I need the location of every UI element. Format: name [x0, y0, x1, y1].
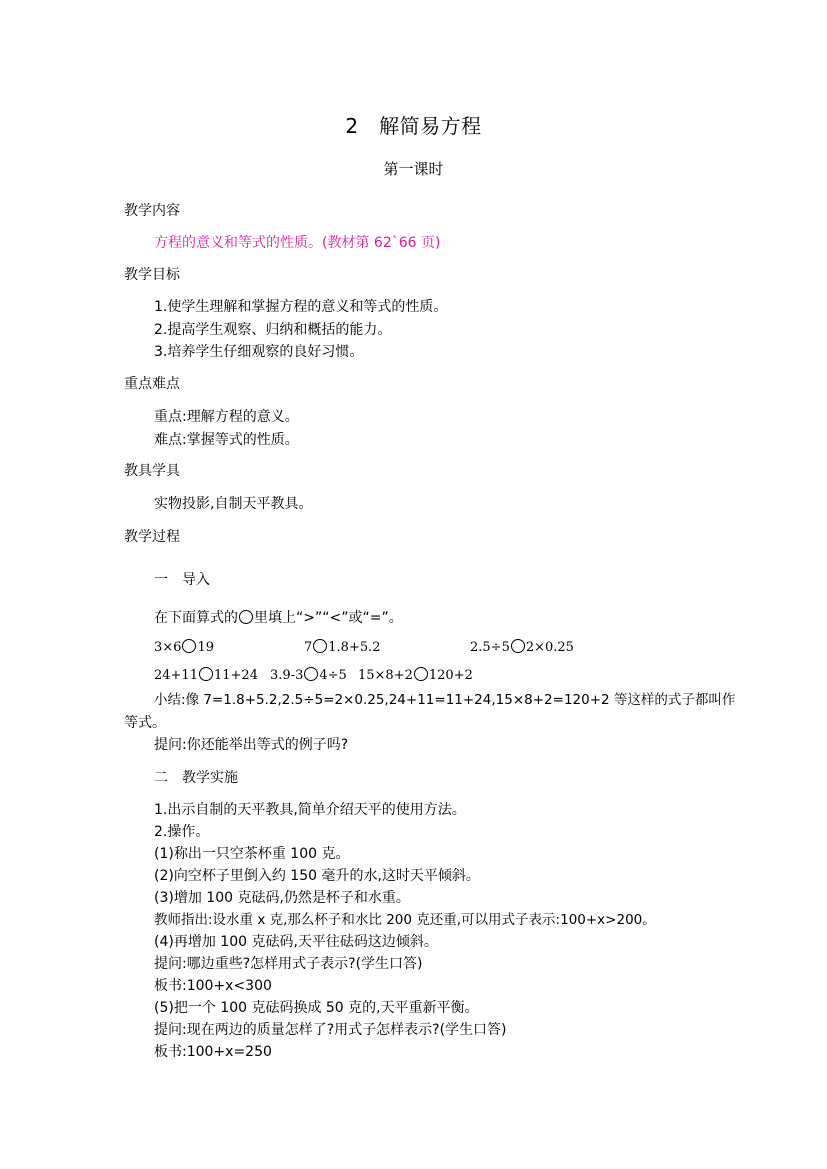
- page-title: 2 解简易方程: [345, 114, 482, 138]
- blank-circle: [239, 610, 253, 624]
- goal-item: 1.使学生理解和掌握方程的意义和等式的性质。: [154, 299, 448, 315]
- process-item: 提问:现在两边的质量怎样了?用式子怎样表示?(学生口答): [154, 1022, 507, 1038]
- section-heading-goals: 教学目标: [124, 267, 180, 283]
- comparison-instruction: [154, 608, 403, 628]
- instruction-text-a: 在下面算式的: [154, 610, 238, 626]
- expr-right: 1.8+5.2: [328, 640, 381, 655]
- comparison-expr: [358, 667, 473, 683]
- comparison-expr: [154, 639, 214, 655]
- expr-left: 24+11: [154, 668, 198, 683]
- comparison-expr: [304, 639, 381, 655]
- content-text: 方程的意义和等式的性质。(教材第 62`66 页): [154, 235, 441, 251]
- process-item: 板书:100+x=250: [154, 1044, 272, 1060]
- part2-heading: 二 教学实施: [154, 770, 238, 786]
- part1-heading: 一 导入: [154, 572, 210, 588]
- goal-item: 2.提高学生观察、归纳和概括的能力。: [154, 322, 392, 338]
- expr-right: 120+2: [428, 668, 473, 683]
- blank-circle: [182, 639, 196, 653]
- process-item: (2)向空杯子里倒入约 150 毫升的水,这时天平倾斜。: [154, 868, 480, 884]
- expr-right: 4÷5: [319, 668, 347, 683]
- blank-circle: [511, 639, 525, 653]
- expr-left: 3.9-3: [270, 668, 304, 683]
- process-item: 提问:哪边重些?怎样用式子表示?(学生口答): [154, 956, 423, 972]
- process-item: (3)增加 100 克砝码,仍然是杯子和水重。: [154, 890, 410, 906]
- goal-item: 3.培养学生仔细观察的良好习惯。: [154, 344, 364, 360]
- key-point-item: 重点:理解方程的意义。: [154, 409, 299, 425]
- expr-left: 7: [304, 640, 313, 655]
- process-item: 1.出示自制的天平教具,简单介绍天平的使用方法。: [154, 802, 466, 818]
- comparison-expr: [154, 667, 258, 683]
- lesson-subtitle: 第一课时: [383, 160, 444, 178]
- summary-line: 小结:像 7=1.8+5.2,2.5÷5=2×0.25,24+11=11+24,15×8+2=120+2 等这样的式子都叫作: [154, 692, 736, 708]
- process-item: 2.操作。: [154, 824, 210, 840]
- section-heading-key-points: 重点难点: [124, 376, 180, 392]
- expr-right: 19: [197, 640, 214, 655]
- key-point-item: 难点:掌握等式的性质。: [154, 432, 299, 448]
- summary-line-continued: 等式。: [124, 715, 166, 731]
- section-heading-content: 教学内容: [124, 203, 180, 219]
- section-heading-tools: 教具学具: [124, 463, 180, 479]
- blank-circle: [414, 667, 428, 681]
- comparison-expr: [470, 639, 574, 655]
- expr-left: 3×6: [154, 640, 182, 655]
- section-heading-process: 教学过程: [124, 529, 180, 545]
- blank-circle: [199, 667, 213, 681]
- expr-left: 15×8+2: [358, 668, 413, 683]
- expr-left: 2.5÷5: [470, 640, 510, 655]
- expr-right: 11+24: [213, 668, 258, 683]
- process-item: (1)称出一只空茶杯重 100 克。: [154, 846, 350, 862]
- process-item: (4)再增加 100 克砝码,天平往砝码这边倾斜。: [154, 934, 438, 950]
- process-item: 板书:100+x<300: [154, 978, 272, 994]
- blank-circle: [313, 639, 327, 653]
- comparison-expr: [270, 667, 347, 683]
- process-item: (5)把一个 100 克砝码换成 50 克的,天平重新平衡。: [154, 1000, 479, 1016]
- instruction-text-b: 里填上“>”“<”或“=”。: [254, 610, 403, 626]
- process-item: 教师指出:设水重 x 克,那么杯子和水比 200 克还重,可以用式子表示:100+x>200。: [154, 912, 656, 928]
- tools-text: 实物投影,自制天平教具。: [154, 496, 313, 512]
- blank-circle: [304, 667, 318, 681]
- expr-right: 2×0.25: [525, 640, 574, 655]
- question-line: 提问:你还能举出等式的例子吗?: [154, 737, 349, 753]
